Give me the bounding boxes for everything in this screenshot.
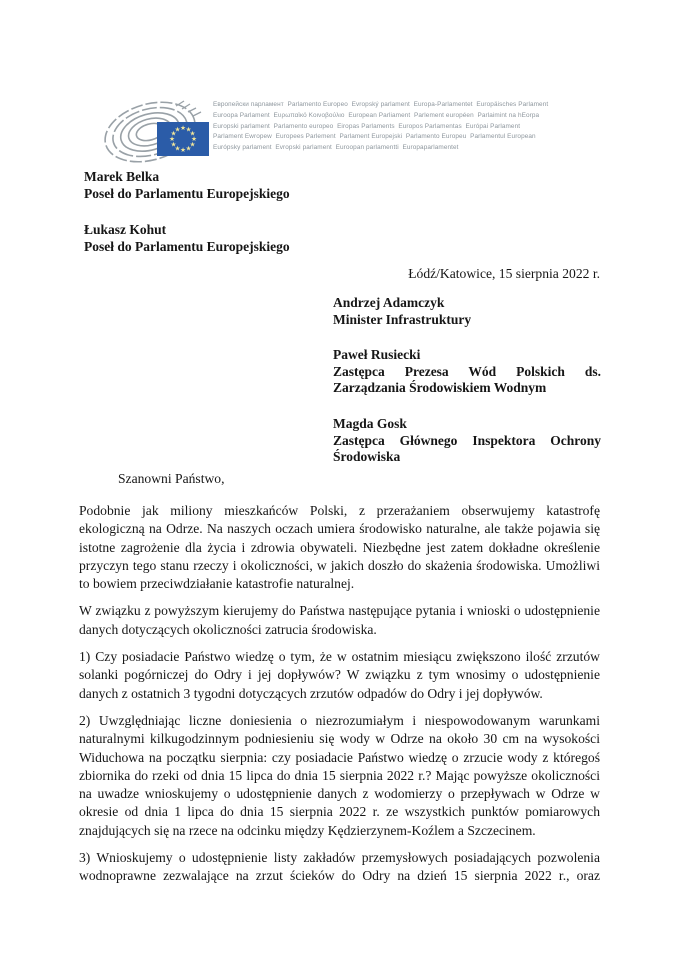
svg-text:★: ★ [185, 126, 192, 134]
dateline: Łódź/Katowice, 15 sierpnia 2022 r. [408, 266, 600, 281]
sender [84, 169, 290, 202]
paragraph-intro: Podobnie jak miliony mieszkańców Polski, z przerażaniem obserwujemy katastrofę ekologiczną na Odrze. Na naszych oczach umiera środowisko naturalne, ale także pojawia się istotne zagrożenie dla życia i zdrowia obywateli. Niezbędne jest zatem dokładne określenie przyczyn tego stanu rzeczy i okoliczności, w jakich doszło do skażenia środowiska. Umożliwi to bowiem przeciwdziałanie katastrofie naturalnej. [79, 503, 600, 592]
recipient-name: Magda Gosk [333, 415, 407, 431]
svg-text:★: ★ [185, 145, 192, 153]
paragraph-point-3: 3) Wnioskujemy o udostępnienie listy zakładów przemysłowych posiadających pozwolenia wodnoprawne zezwalające na zrzut ścieków do Odry na dzień 15 sierpnia 2022 r., oraz [79, 850, 600, 884]
svg-text:★: ★ [189, 141, 196, 149]
sender-name: Łukasz Kohut [84, 222, 167, 238]
sender [84, 222, 290, 255]
recipient [333, 347, 601, 397]
wordmark-line: Европейски парламент Parlamento Europeo Evropský parlament Europa-Parlamentet Europäisches Parlament [213, 101, 549, 108]
wordmark-line: Europski parlament Parlamento europeo Eiropas Parlaments Europos Parlamentas Európai Parlament [213, 122, 521, 130]
svg-text:★: ★ [180, 125, 186, 133]
recipient [333, 295, 601, 328]
svg-text:★: ★ [191, 136, 197, 144]
svg-text:★: ★ [174, 145, 181, 153]
paragraph-point-1: 1) Czy posiadacie Państwo wiedzę o tym, że w ostatnim miesiącu zwiększono ilość zrzutów solanki pogórniczej do Odry i jej dopływów? W związku z tym wnosimy o udostępnienie danych z ostatnich 3 tygodni dotyczących zrzutów odpadów do Odry i jej dopływów. [79, 649, 600, 701]
recipient-name: Paweł Rusiecki [333, 347, 421, 363]
paragraph-request-intro: W związku z powyższym kierujemy do Państwa następujące pytania i wnioski o udostępnienie danych dotyczących okoliczności zatrucia środowiska. [79, 603, 600, 637]
ep-logo-wordmark [213, 100, 613, 154]
wordmark-line: Európsky parlament Evropski parlament Euroopan parlamentti Europaparlamentet [213, 144, 459, 152]
wordmark-line: Parlament Ewropew Europees Parlement Parlament Europejski Parlamento Europeu Parlamentul European [213, 133, 536, 141]
recipient-block [333, 295, 601, 485]
svg-text:★: ★ [189, 130, 196, 138]
sender-name: Marek Belka [84, 169, 160, 184]
sender-block [84, 169, 290, 275]
svg-text:★: ★ [170, 130, 177, 138]
salutation: Szanowni Państwo, [118, 471, 225, 486]
recipient-name: Andrzej Adamczyk [333, 295, 445, 310]
sender-title: Poseł do Parlamentu Europejskiego [84, 238, 290, 254]
svg-text:★: ★ [180, 147, 186, 155]
sender-title: Poseł do Parlamentu Europejskiego [84, 185, 290, 201]
recipient-title: Zastępca Głównego Inspektora Ochrony Środowiska [333, 432, 601, 465]
svg-text:★: ★ [174, 126, 181, 134]
svg-text:★: ★ [169, 136, 175, 144]
letter-body [79, 502, 600, 895]
recipient-title: Zastępca Prezesa Wód Polskich ds. Zarządzania Środowiskiem Wodnym [333, 363, 601, 396]
european-parliament-logo-icon [98, 94, 214, 170]
recipient [333, 416, 601, 466]
hemicycle-hatch [176, 101, 201, 116]
svg-text:★: ★ [170, 141, 177, 149]
recipient-title: Minister Infrastruktury [333, 311, 472, 327]
wordmark-line: Euroopa Parlament Ευρωπαϊκό Κοινοβούλιο European Parliament Parlement européen Parlaimint na hEorpa [213, 111, 540, 119]
paragraph-point-2: 2) Uwzględniając liczne doniesienia o niezrozumiałym i niespowodowanym warunkami naturalnymi kilkugodzinnym podniesieniu się wody w Odrze na około 30 cm na wysokości Widuchowa na początku sierpnia: czy posiadacie Państwo wiedzę o zrzucie wody z któregoś zbiornika do rzeki od dnia 15 lipca do dnia 15 sierpnia 2022 r.? Mając powyższe okoliczności na uwadze wnioskujemy o udostępnienie danych z wodomierzy o przepływach w Odrze w okresie od dnia 1 lipca do dnia 15 sierpnia 2022 r. ze wszystkich punktów pomiarowych znajdujących się na rzece na odcinku między Kędzierzynem-Koźlem a Szczecinem. [79, 712, 600, 838]
